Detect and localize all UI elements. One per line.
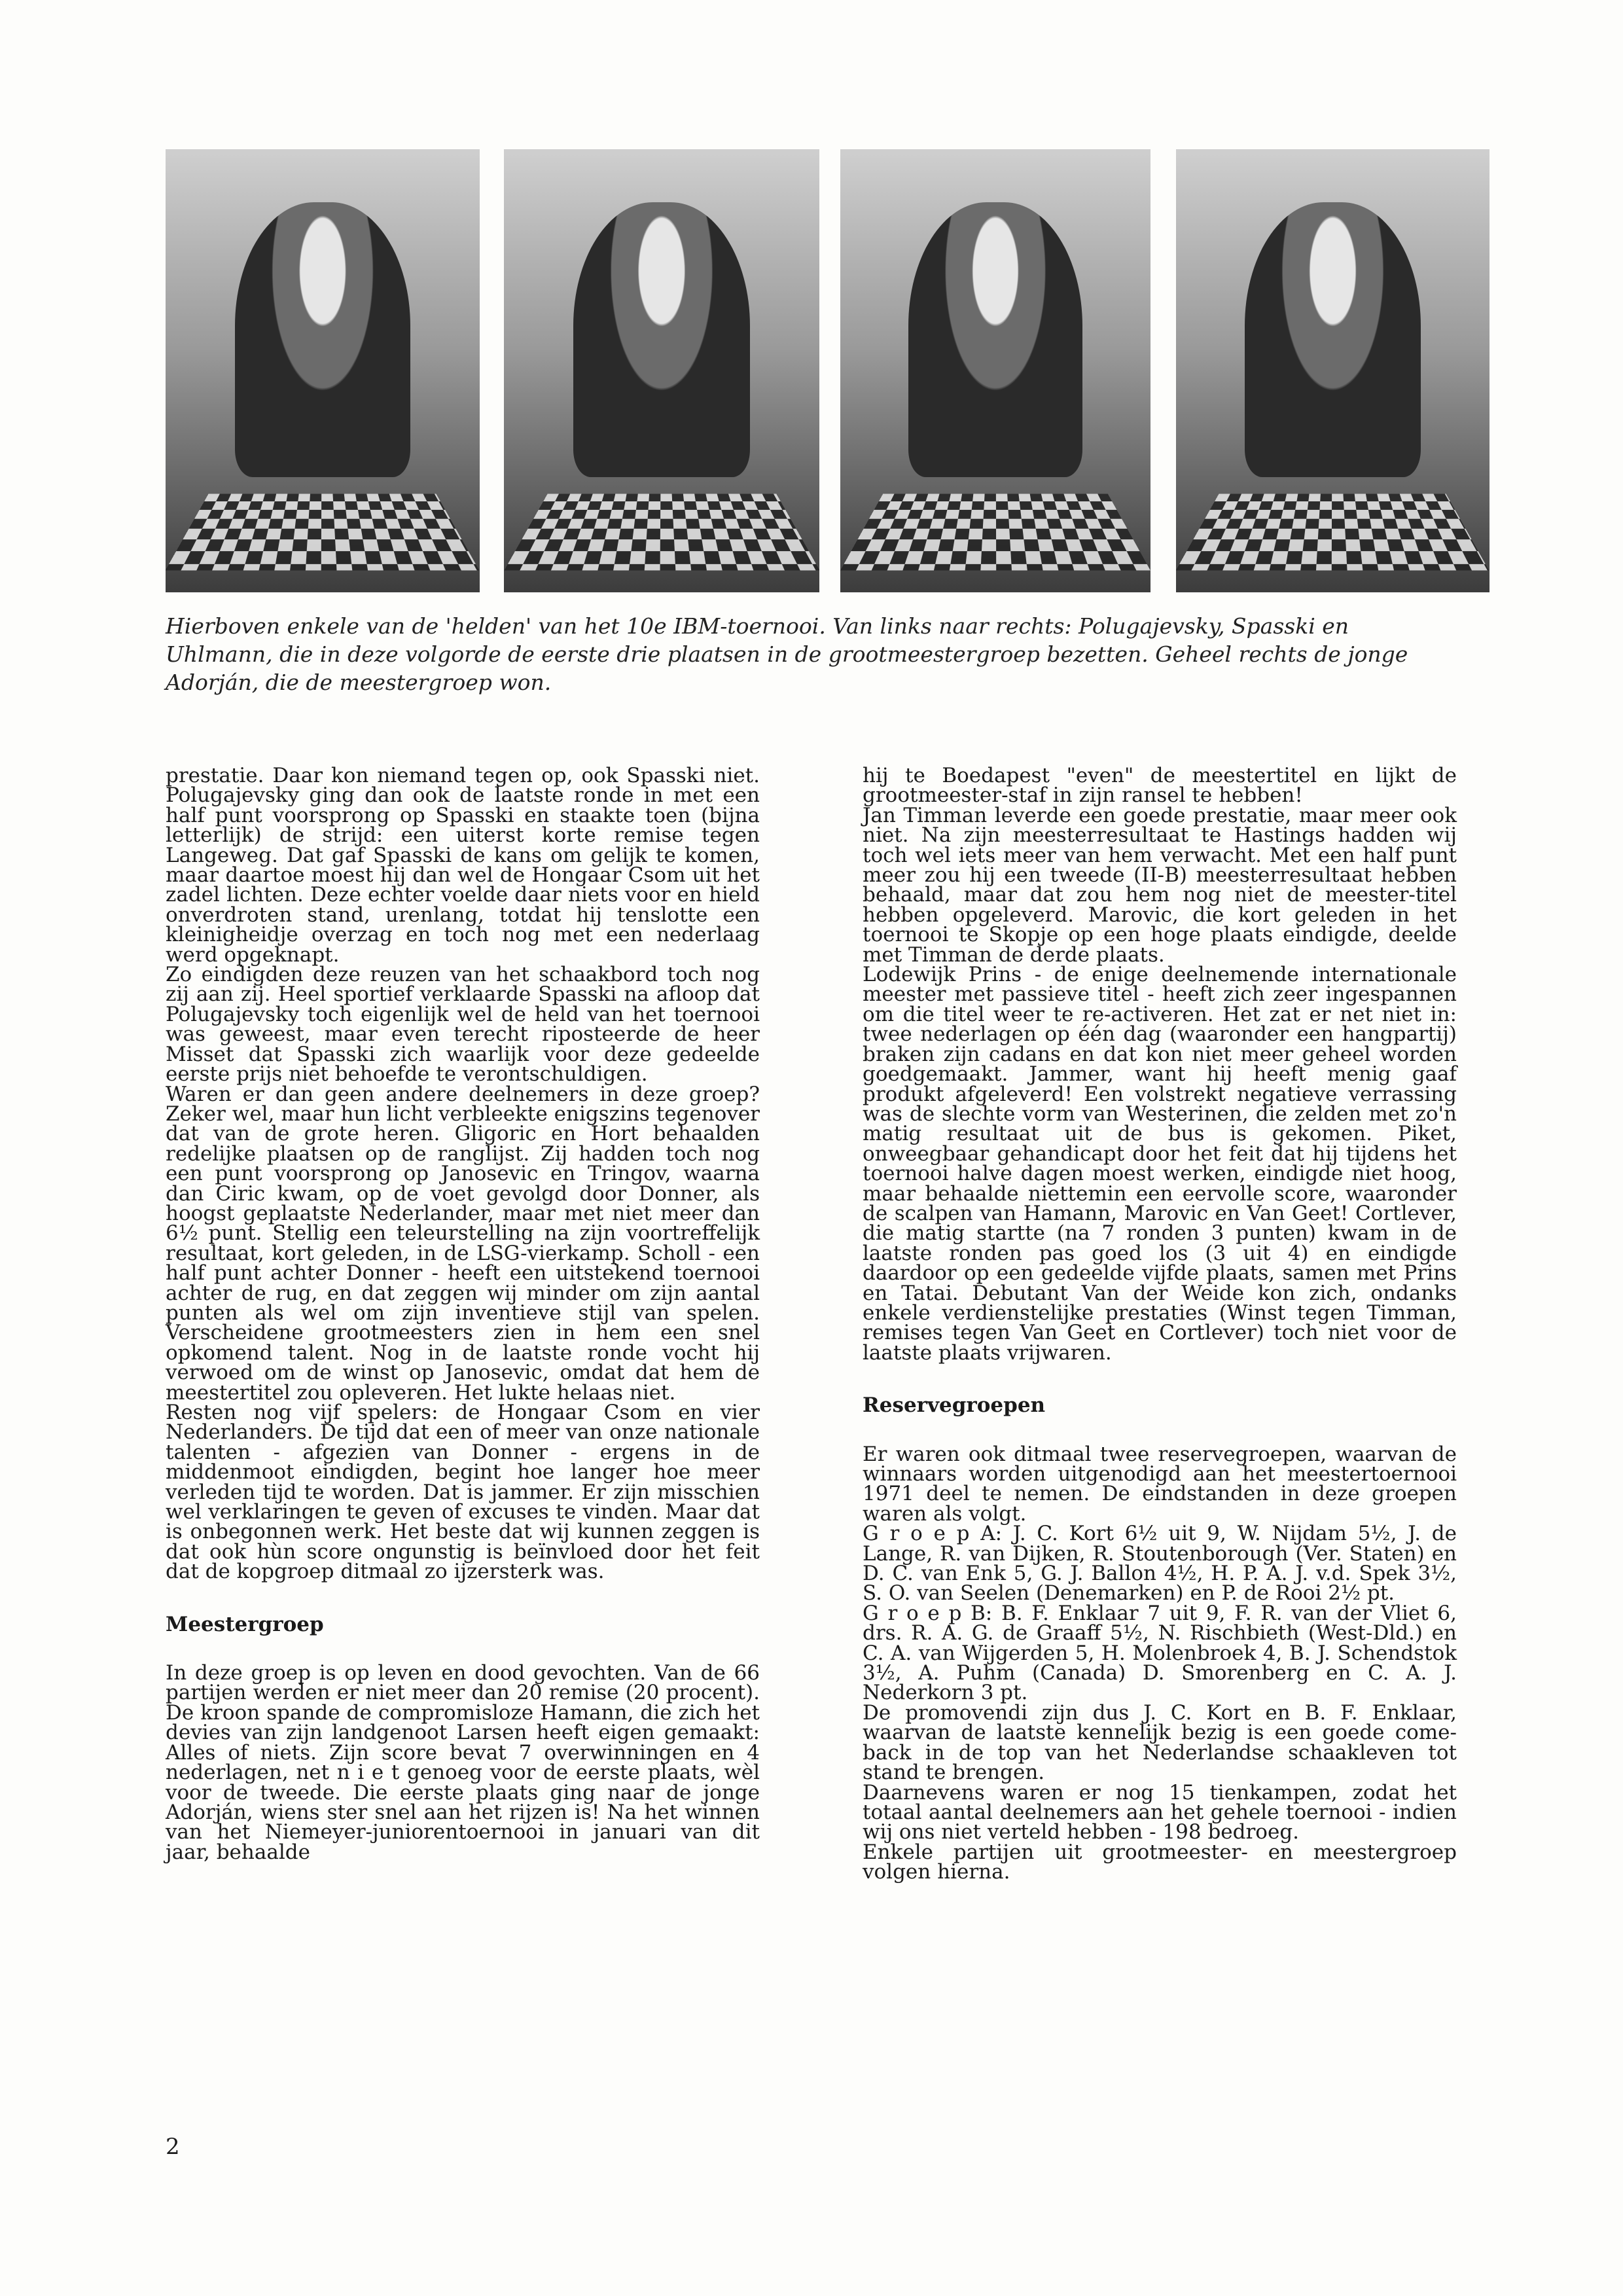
paragraph: Zo eindigden deze reuzen van het schaakbord toch nog zij aan zij. Heel sportief verklaarde Spasski na afloop dat Polugajevsky toch eigenlijk wel de held van het toernooi was geweest, maar even terecht riposteerde de heer Misset dat Spasski zich waarlijk voor deze gedeelde eerste prijs niet behoefde te verontschuldigen. [166,963,760,1086]
left-column [166,766,760,1862]
paragraph: Jan Timman leverde een goede prestatie, maar meer ook niet. Na zijn meesterresultaat te Hastings hadden wij toch wel iets meer van hem verwacht. Met een half punt meer zou hij een tweede (II-B) meesterresultaat hebben behaald, maar dat zou hem nog niet de meester-titel hebben opgeleverd. Marovic, die kort geleden in het toernooi te Skopje op een hoge plaats eindigde, deelde met Timman de derde plaats. [863,803,1457,967]
photo-spasski [504,149,819,592]
photo-adorjan [1176,149,1489,592]
paragraph: De promovendi zijn dus J. C. Kort en B. F. Enklaar, waarvan de laatste kennelijk bezig is een goede come-back in de top van het Nederlandse schaakleven tot stand te brengen. [863,1700,1457,1785]
photo-uhlmann [840,149,1150,592]
paragraph: Er waren ook ditmaal twee reservegroepen, waarvan de winnaars worden uitgenodigd aan het meestertoernooi 1971 deel te nemen. De eindstanden in deze groepen waren als volgt. [863,1442,1457,1526]
photo-caption: Hierboven enkele van de 'helden' van het 10e IBM-toernooi. Van links naar rechts: Polugajevsky, Spasski en Uhlmann, die in deze volgorde de eerste drie plaatsen in de grootmeestergroep bezetten. Geheel rechts de jonge Adorján, die de meestergroep won. [166,613,1408,695]
page-number: 2 [166,2134,180,2160]
paragraph: hij te Boedapest "even" de meestertitel en lijkt de grootmeester-staf in zijn ransel te hebben! [863,764,1457,808]
paragraph: prestatie. Daar kon niemand tegen op, ook Spasski niet. Polugajevsky ging dan ook de laatste ronde in met een half punt voorsprong op Spasski en staakte toen (bijna letterlijk) de strijd: een uiterst korte remise tegen Langeweg. Dat gaf Spasski de kans om gelijk te komen, maar daartoe moest hij dan wel de Hongaar Csom uit het zadel lichten. Deze echter voelde daar niets voor en hield onverdroten stand, urenlang, totdat hij tenslotte een kleinigheidje overzag en toch nog met een nederlaag werd opgeknapt. [166,764,760,967]
section-heading: Meestergroep [166,1612,324,1636]
paragraph: G r o e p B: B. F. Enklaar 7 uit 9, F. R. van der Vliet 6, drs. R. A. G. de Graaff 5½, N. Rischbieth (West-Dld.) en C. A. van Wijgerden 5, H. Molenbroek 4, B. J. Schendstok 3½, A. Puhm (Canada) D. Smorenberg en C. A. J. Nederkorn 3 pt. [863,1601,1457,1705]
paragraph: Lodewijk Prins - de enige deelnemende internationale meester met passieve titel - heeft zich zeer ingespannen om die titel weer te re-activeren. Het zat er net niet in: twee nederlagen op één dag (waaronder een hangpartij) braken zijn cadans en dat kon niet meer geheel worden goedgemaakt. Jammer, want hij heeft menig gaaf produkt afgeleverd! Een volstrekt negatieve verrassing was de slechte vorm van Westerinen, die zelden met zo'n matig resultaat uit de bus is gekomen. Piket, onweegbaar gehandicapt door het feit dat hij tijdens het toernooi halve dagen moest werken, eindigde niet hoog, maar behaalde niettemin een eervolle score, waaronder de scalpen van Hamann, Marovic en Van Geet! Cortlever, die matig startte (na 7 ronden 3 punten) kwam in de laatste ronden pas goed los (3 uit 4) en eindigde daardoor op een gedeelde vijfde plaats, samen met Prins en Tatai. Debutant Van der Weide kon zich, ondanks enkele verdienstelijke prestaties (Winst tegen Timman, remises tegen Van Geet en Cortlever) toch niet voor de laatste plaats vrijwaren. [863,963,1457,1365]
paragraph: Daarnevens waren er nog 15 tienkampen, zodat het totaal aantal deelnemers aan het gehele toernooi - indien wij ons niet verteld hebben - 198 bedroeg. [863,1780,1457,1844]
paragraph: Waren er dan geen andere deelnemers in deze groep? Zeker wel, maar hun licht verbleekte enigszins tegenover dat van de grote heren. Gligoric en Hort behaalden redelijke plaatsen op de ranglijst. Zij hadden toch nog een punt voorsprong op Janosevic en Tringov, waarna dan Ciric kwam, op de voet gevolgd door Donner, als hoogst geplaatste Nederlander, maar met niet meer dan 6½ punt. Stellig een teleurstelling na zijn voortreffelijk resultaat, kort geleden, in de LSG-vierkamp. Scholl - een half punt achter Donner - heeft een uitstekend toernooi achter de rug, en dat zeggen wij minder om zijn aantal punten als wel om zijn inventieve stijl van spelen. Verscheidene grootmeesters zien in hem een snel opkomend talent. Nog in de laatste ronde vocht hij verwoed om de winst op Janosevic, omdat dat hem de meestertitel zou opleveren. Het lukte helaas niet. [166,1082,760,1405]
section-heading: Reservegroepen [863,1393,1046,1418]
photo-polugajevsky [166,149,480,592]
right-column [863,766,1457,1882]
paragraph: G r o e p A: J. C. Kort 6½ uit 9, W. Nijdam 5½, J. de Lange, R. van Dijken, R. Stoutenborough (Ver. Staten) en D. C. van Enk 5, G. J. Ballon 4½, H. P. A. J. v.d. Spek 3½, S. O. van Seelen (Denemarken) en P. de Rooi 2½ pt. [863,1522,1457,1605]
paragraph: Resten nog vijf spelers: de Hongaar Csom en vier Nederlanders. De tijd dat een of meer van onze nationale talenten - afgezien van Donner - ergens in de middenmoot eindigden, begint hoe langer hoe meer verleden tijd te worden. Dat is jammer. Er zijn misschien wel verklaringen te geven of excuses te vinden. Maar dat is onbegonnen werk. Het beste dat wij kunnen zeggen is dat ook hùn score ongunstig is beïnvloed door het feit dat de kopgroep ditmaal zo ijzersterk was. [166,1401,760,1584]
paragraph: Enkele partijen uit grootmeester- en meestergroep volgen hierna. [863,1840,1457,1884]
paragraph: In deze groep is op leven en dood gevochten. Van de 66 partijen werden er niet meer dan 20 remise (20 procent). De kroon spande de compromisloze Hamann, die zich het devies van zijn landgenoot Larsen heeft eigen gemaakt: Alles of niets. Zijn score bevat 7 overwinningen en 4 nederlagen, net n i e t genoeg voor de eerste plaats, wèl voor de tweede. Die eerste plaats ging naar de jonge Adorján, wiens ster snel aan het rijzen is! Na het winnen van het Niemeyer-juniorentoernooi in januari van dit jaar, behaalde [166,1661,760,1864]
